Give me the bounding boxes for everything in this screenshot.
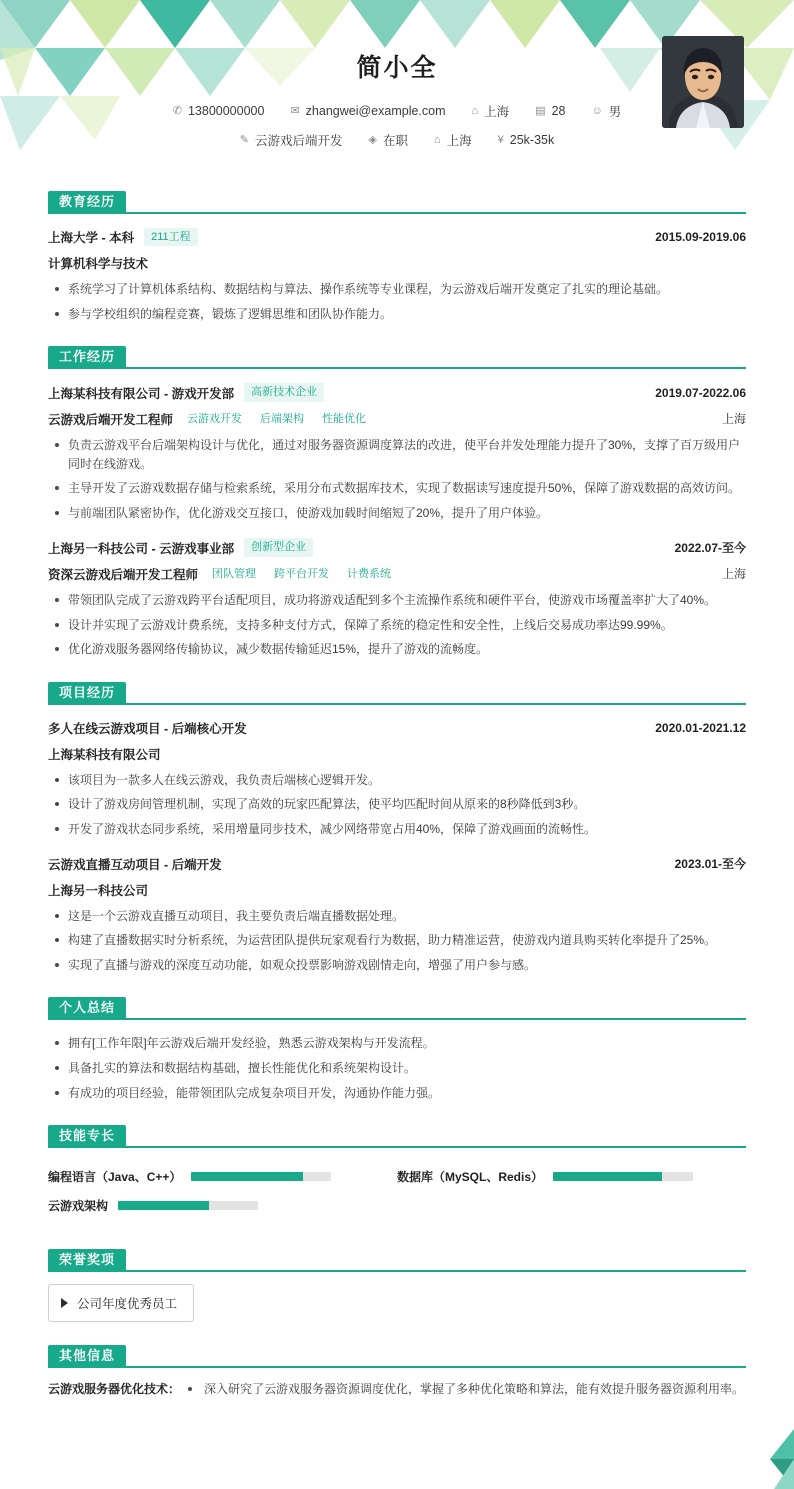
job-salary (498, 133, 555, 147)
section-header-education (48, 190, 746, 214)
list-item: 设计了游戏房间管理机制，实现了高效的玩家匹配算法，使平均匹配时间从原来的8秒降低到3秒。 (52, 795, 746, 814)
work-company-tag: 创新型企业 (244, 538, 313, 556)
work-role: 资深云游戏后端开发工程师 (48, 567, 199, 582)
education-bullets (52, 280, 746, 323)
skill-bar-fill (553, 1172, 662, 1181)
gender-icon: ☺ (591, 104, 603, 117)
page-title: 简小全 (356, 54, 438, 82)
contact-gender (592, 102, 622, 120)
education-entry (48, 228, 746, 323)
work-company-tag: 高新技术企业 (244, 383, 324, 401)
skill-bar (118, 1201, 258, 1210)
work-bullets (52, 591, 746, 659)
section-header-summary (48, 996, 746, 1020)
project-bullets (52, 907, 746, 975)
section-title-other: 其他信息 (48, 1345, 126, 1366)
play-triangle-icon (61, 1298, 68, 1308)
section-work (48, 345, 746, 658)
section-title-skills: 技能专长 (48, 1125, 126, 1146)
list-item: 具备扎实的算法和数据结构基础，擅长性能优化和系统架构设计。 (52, 1059, 746, 1078)
project-name: 云游戏直播互动项目 - 后端开发 (48, 857, 222, 872)
education-major: 计算机科学与技术 (48, 257, 149, 272)
status-icon: ◈ (368, 133, 377, 146)
section-header-awards (48, 1248, 746, 1272)
skill-item (48, 1197, 397, 1214)
section-awards (48, 1248, 746, 1322)
age-icon: ▤ (535, 104, 546, 117)
work-role-tag: 后端架构 (260, 412, 305, 425)
job-city (434, 131, 472, 149)
project-company: 上海另一科技公司 (48, 883, 149, 898)
list-item: 该项目为一款多人在线云游戏，我负责后端核心逻辑开发。 (52, 771, 746, 790)
list-item: 实现了直播与游戏的深度互动功能，如观众投票影响游戏剧情走向，增强了用户参与感。 (52, 956, 746, 975)
list-item: 主导开发了云游戏数据存储与检索系统，采用分布式数据库技术，实现了数据读写速度提升50%，保障了游戏数据的高效访问。 (52, 479, 746, 498)
contact-gender-value: 男 (608, 105, 622, 119)
contact-phone (173, 104, 265, 118)
job-status (368, 131, 407, 149)
education-school: 上海大学 - 本科 (48, 231, 135, 246)
job-title (240, 131, 343, 149)
work-date: 2019.07-2022.06 (655, 385, 746, 400)
skill-item (48, 1168, 397, 1185)
mail-icon: ✉ (290, 104, 300, 117)
other-info-value: 深入研究了云游戏服务器资源调度优化，掌握了多种优化策略和算法，能有效提升服务器资源利用率。 (204, 1382, 745, 1397)
skill-label: 数据库（MySQL、Redis） (397, 1170, 544, 1185)
work-location: 上海 (721, 567, 746, 582)
award-label: 公司年度优秀员工 (77, 1297, 178, 1312)
work-bullets (52, 436, 746, 522)
section-title-summary: 个人总结 (48, 997, 126, 1018)
list-item: 这是一个云游戏直播互动项目，我主要负责后端直播数据处理。 (52, 907, 746, 926)
skill-bar (553, 1172, 693, 1181)
list-item: 构建了直播数据实时分析系统，为运营团队提供玩家观看行为数据，助力精准运营，使游戏内道具购买转化率提升了25%。 (52, 931, 746, 950)
skill-bar-fill (118, 1201, 209, 1210)
list-item: 系统学习了计算机体系结构、数据结构与算法、操作系统等专业课程，为云游戏后端开发奠定了扎实的理论基础。 (52, 280, 746, 299)
other-info-key: 云游戏服务器优化技术： (48, 1382, 181, 1397)
work-location: 上海 (721, 412, 746, 427)
contact-age-value: 28 (551, 104, 566, 118)
city-icon: ⌂ (433, 133, 441, 146)
contact-phone-value: 13800000000 (187, 104, 265, 118)
salary-icon: ¥ (497, 133, 504, 146)
section-title-awards: 荣誉奖项 (48, 1249, 126, 1270)
list-item: 设计并实现了云游戏计费系统，支持多种支付方式，保障了系统的稳定性和安全性，上线后交易成功率达99.99%。 (52, 616, 746, 635)
summary-bullets (52, 1034, 746, 1102)
project-entry (48, 855, 746, 975)
job-row (0, 131, 794, 149)
list-item: 优化游戏服务器网络传输协议，减少数据传输延迟15%，提升了游戏的流畅度。 (52, 640, 746, 659)
section-title-education: 教育经历 (48, 191, 126, 212)
skill-item (397, 1168, 746, 1185)
section-header-skills (48, 1124, 746, 1148)
work-role-tag: 性能优化 (322, 412, 367, 425)
skill-label: 编程语言（Java、C++） (48, 1170, 182, 1185)
job-city-value: 上海 (446, 134, 472, 148)
work-role-tag: 跨平台开发 (274, 567, 330, 580)
contact-email-value: zhangwei@example.com (305, 104, 446, 118)
project-entry (48, 719, 746, 839)
skill-label: 云游戏架构 (48, 1199, 109, 1214)
list-item: 与前端团队紧密协作，优化游戏交互接口，使游戏加载时间缩短了20%，提升了用户体验。 (52, 504, 746, 523)
skill-bar-fill (191, 1172, 303, 1181)
job-salary-value: 25k-35k (509, 133, 555, 147)
work-company: 上海某科技有限公司 - 游戏开发部 (48, 386, 235, 401)
section-title-projects: 项目经历 (48, 682, 126, 703)
project-name: 多人在线云游戏项目 - 后端核心开发 (48, 721, 247, 736)
section-other (48, 1344, 746, 1398)
award-item[interactable] (48, 1284, 194, 1322)
section-header-projects (48, 681, 746, 705)
work-entry (48, 383, 746, 522)
contact-location-value: 上海 (484, 105, 510, 119)
phone-icon: ✆ (172, 104, 182, 117)
work-entry (48, 538, 746, 658)
education-date: 2015.09-2019.06 (655, 230, 746, 245)
section-header-other (48, 1344, 746, 1368)
work-role: 云游戏后端开发工程师 (48, 412, 174, 427)
job-status-value: 在职 (382, 134, 408, 148)
section-title-work: 工作经历 (48, 346, 126, 367)
bullet-dot-icon (188, 1387, 192, 1391)
education-tag: 211工程 (144, 228, 198, 246)
other-info-row (48, 1368, 746, 1398)
resume-header (0, 0, 794, 168)
list-item: 有成功的项目经验，能带领团队完成复杂项目开发，沟通协作能力强。 (52, 1084, 746, 1103)
section-summary (48, 996, 746, 1102)
work-role-tag: 计费系统 (347, 567, 392, 580)
section-skills (48, 1124, 746, 1226)
work-company: 上海另一科技公司 - 云游戏事业部 (48, 541, 235, 556)
footer-decoration (714, 1429, 794, 1489)
section-education (48, 190, 746, 323)
project-bullets (52, 771, 746, 839)
contact-age (535, 104, 565, 118)
skill-bar (191, 1172, 331, 1181)
briefcase-icon: ✎ (239, 133, 249, 146)
contact-email (290, 104, 445, 118)
list-item: 参与学校组织的编程竞赛，锻炼了逻辑思维和团队协作能力。 (52, 305, 746, 324)
list-item: 负责云游戏平台后端架构设计与优化，通过对服务器资源调度算法的改进，使平台并发处理能力提升了30%，支撑了百万级用户同时在线游戏。 (52, 436, 746, 473)
list-item: 带领团队完成了云游戏跨平台适配项目，成功将游戏适配到多个主流操作系统和硬件平台，使游戏市场覆盖率扩大了40%。 (52, 591, 746, 610)
project-date: 2023.01-至今 (674, 857, 746, 872)
section-header-work (48, 345, 746, 369)
work-role-tag: 云游戏开发 (187, 412, 243, 425)
work-date: 2022.07-至今 (674, 541, 746, 556)
list-item: 开发了游戏状态同步系统，采用增量同步技术，减少网络带宽占用40%，保障了游戏画面的流畅性。 (52, 820, 746, 839)
section-projects (48, 681, 746, 975)
project-company: 上海某科技有限公司 (48, 747, 161, 762)
location-icon: ⌂ (471, 104, 479, 117)
contact-location (472, 102, 510, 120)
work-role-tag: 团队管理 (212, 567, 257, 580)
project-date: 2020.01-2021.12 (655, 720, 746, 735)
list-item: 拥有[工作年限]年云游戏后端开发经验，熟悉云游戏架构与开发流程。 (52, 1034, 746, 1053)
resume-body (0, 190, 794, 1418)
avatar (662, 36, 744, 128)
job-title-value: 云游戏后端开发 (254, 134, 343, 148)
